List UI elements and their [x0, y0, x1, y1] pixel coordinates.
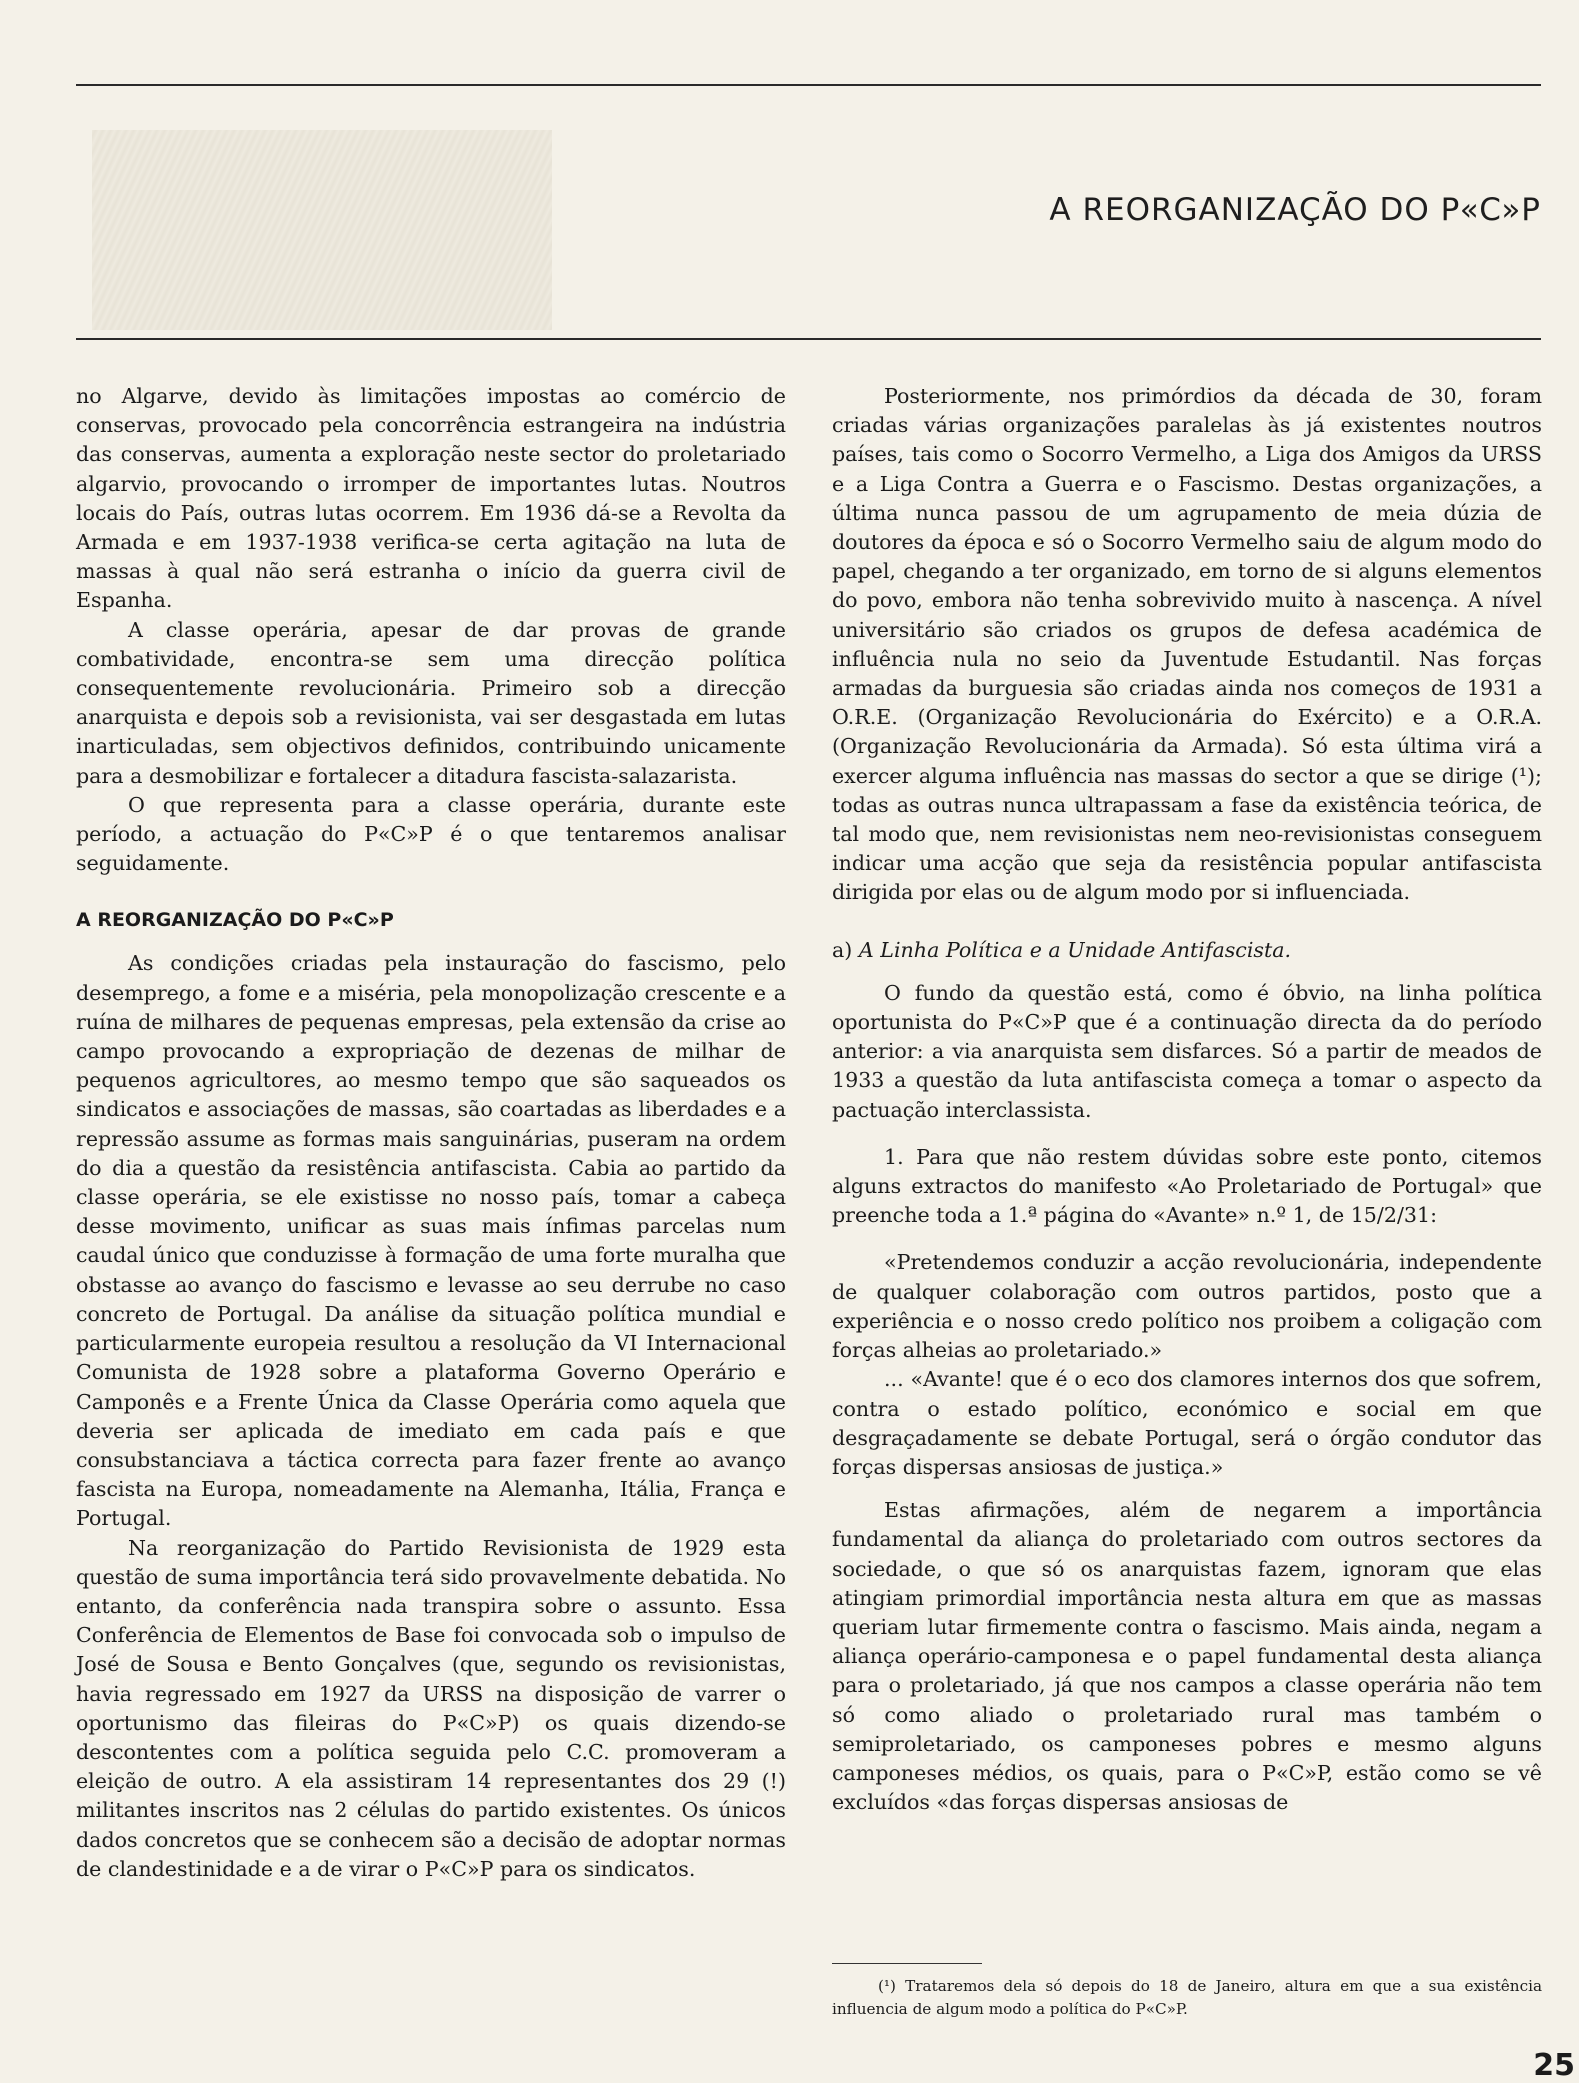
top-rule — [76, 84, 1541, 86]
paragraph: Posteriormente, nos primórdios da década de 30, foram criadas várias organizações paralelas às já existentes noutros países, tais como o Socorro Vermelho, a Liga dos Amigos da URSS e a Liga Contra a Guerra e o Fascismo. Destas organizações, a última nunca passou de um agrupamento de meia dúzia de doutores da época e só o Socorro Vermelho saiu de algum modo do papel, chegando a ter organizado, em torno de si alguns elementos do povo, embora não tenha sobrevivido muito à nascença. A nível universitário são criados os grupos de defesa académica de influência nula no seio da Juventude Estudantil. Nas forças armadas da burguesia são criadas ainda nos começos de 1931 a O.R.E. (Organização Revolucionária do Exército) e a O.R.A. (Organização Revolucionária da Armada). Só esta última virá a exercer alguma influência nas massas do sector a que se dirige (¹); todas as outras nunca ultrapassam a fase da existência teórica, de tal modo que, nem revisionistas nem neo-revisionistas conseguem indicar uma acção que seja da resistência popular antifascista dirigida por elas ou de algum modo por si influenciada. — [832, 384, 1542, 905]
left-column — [76, 382, 786, 1884]
right-column — [832, 382, 1542, 1817]
page-number: 25 — [1533, 2048, 1575, 2083]
paragraph: As condições criadas pela instauração do fascismo, pelo desemprego, a fome e a miséria, pela monopolização crescente e a ruína de milhares de pequenas empresas, pela extensão da crise ao campo provocando a expropriação de dezenas de milhar de pequenos agricultores, ao mesmo tempo que são saqueados os sindicatos e associações de massas, são coartadas as liberdades e a repressão assume as formas mais sanguinárias, puseram na ordem do dia a questão da resistência antifascista. Cabia ao partido da classe operária, se ele existisse no nosso país, tomar a cabeça desse movimento, unificar as suas mais ínfimas parcelas num caudal único que conduzisse à formação de uma forte muralha que obstasse ao avanço do fascismo e levasse ao seu derrube no caso concreto de Portugal. Da análise da situação política mundial e particularmente europeia resultou a resolução da VI Internacional Comunista de 1928 sobre a plataforma Governo Operário e Camponês e a Frente Única da Classe Operária como aquela que deveria ser aplicada de imediato em cada país e que consubstanciava a táctica correcta para fazer frente ao avanço fascista na Europa, nomeadamente na Alemanha, Itália, França e Portugal. — [76, 951, 786, 1531]
subsection-prefix: a) — [832, 937, 859, 962]
header-rule — [76, 338, 1541, 340]
section-heading: A REORGANIZAÇÃO DO P«C»P — [76, 909, 394, 932]
footnote-rule — [832, 1963, 982, 1964]
block-quote: «Pretendemos conduzir a acção revolucionária, independente de qualquer colaboração com outros partidos, posto que a experiência e o nosso credo político nos proibem a coligação com forças alheias ao proletariado.» — [832, 1250, 1542, 1363]
paragraph: Na reorganização do Partido Revisionista de 1929 esta questão de suma importância terá sido provavelmente debatida. No entanto, da conferência nada transpira sobre o assunto. Essa Conferência de Elementos de Base foi convocada sob o impulso de José de Sousa e Bento Gonçalves (que, segundo os revisionistas, havia regressado em 1927 da URSS na disposição de varrer o oportunismo das fileiras do P«C»P) os quais dizendo-se descontentes com a política seguida pelo C.C. promoveram a eleição de outro. A ela assistiram 14 representantes dos 29 (!) militantes inscritos nas 2 células do partido existentes. Os únicos dados concretos que se conhecem são a decisão de adoptar normas de clandestinidade e a de virar o P«C»P para os sindicatos. — [76, 1535, 786, 1881]
header-illustration — [92, 130, 552, 330]
page-title: A REORGANIZAÇÃO DO P«C»P — [1049, 192, 1541, 228]
paragraph: 1. Para que não restem dúvidas sobre este ponto, citemos alguns extractos do manifesto «Ao Proletariado de Portugal» que preenche toda a 1.ª página do «Avante» n.º 1, de 15/2/31: — [832, 1144, 1542, 1228]
paragraph: A classe operária, apesar de dar provas de grande combatividade, encontra-se sem uma direcção política consequentemente revolucionária. Primeiro sob a direcção anarquista e depois sob a revisionista, vai ser desgastada em lutas inarticuladas, sem objectivos definidos, contribuindo unicamente para a desmobilizar e fortalecer a ditadura fascista-salazarista. — [76, 617, 786, 788]
footnote: (¹) Trataremos dela só depois do 18 de Janeiro, altura em que a sua existência influencia de algum modo a política do P«C»P. — [832, 1977, 1542, 2018]
paragraph: no Algarve, devido às limitações impostas ao comércio de conservas, provocado pela concorrência estrangeira na indústria das conservas, aumenta a exploração neste sector do proletariado algarvio, provocando o irromper de importantes lutas. Noutros locais do País, outras lutas ocorrem. Em 1936 dá-se a Revolta da Armada e em 1937-1938 verifica-se certa agitação na luta de massas à qual não será estranha o início da guerra civil de Espanha. — [76, 384, 786, 613]
subsection-title: A Linha Política e a Unidade Antifascista. — [858, 937, 1292, 962]
subsection-heading — [832, 936, 1542, 965]
paragraph: Estas afirmações, além de negarem a importância fundamental da aliança do proletariado com outros sectores da sociedade, o que só os anarquistas fazem, ignoram que elas atingiam primordial importância nesta altura em que as massas queriam lutar firmemente contra o fascismo. Mais ainda, negam a aliança operário-camponesa e o papel fundamental desta aliança para o proletariado, já que nos campos a classe operária não tem só como aliado o proletariado rural mas também o semiproletariado, os camponeses pobres e mesmo alguns camponeses médios, os quais, para o P«C»P, estão como se vê excluídos «das forças dispersas ansiosas de — [832, 1498, 1542, 1815]
block-quote: ... «Avante! que é o eco dos clamores internos dos que sofrem, contra o estado político, económico e social em que desgraçadamente se debate Portugal, será o órgão condutor das forças dispersas ansiosas de justiça.» — [832, 1367, 1542, 1479]
paragraph: O que representa para a classe operária, durante este período, a actuação do P«C»P é o que tentaremos analisar seguidamente. — [76, 792, 786, 876]
paragraph: O fundo da questão está, como é óbvio, na linha política oportunista do P«C»P que é a continuação directa da do período anterior: a via anarquista sem disfarces. Só a partir de meados de 1933 a questão da luta antifascista começa a tomar o aspecto da pactuação interclassista. — [832, 980, 1542, 1122]
